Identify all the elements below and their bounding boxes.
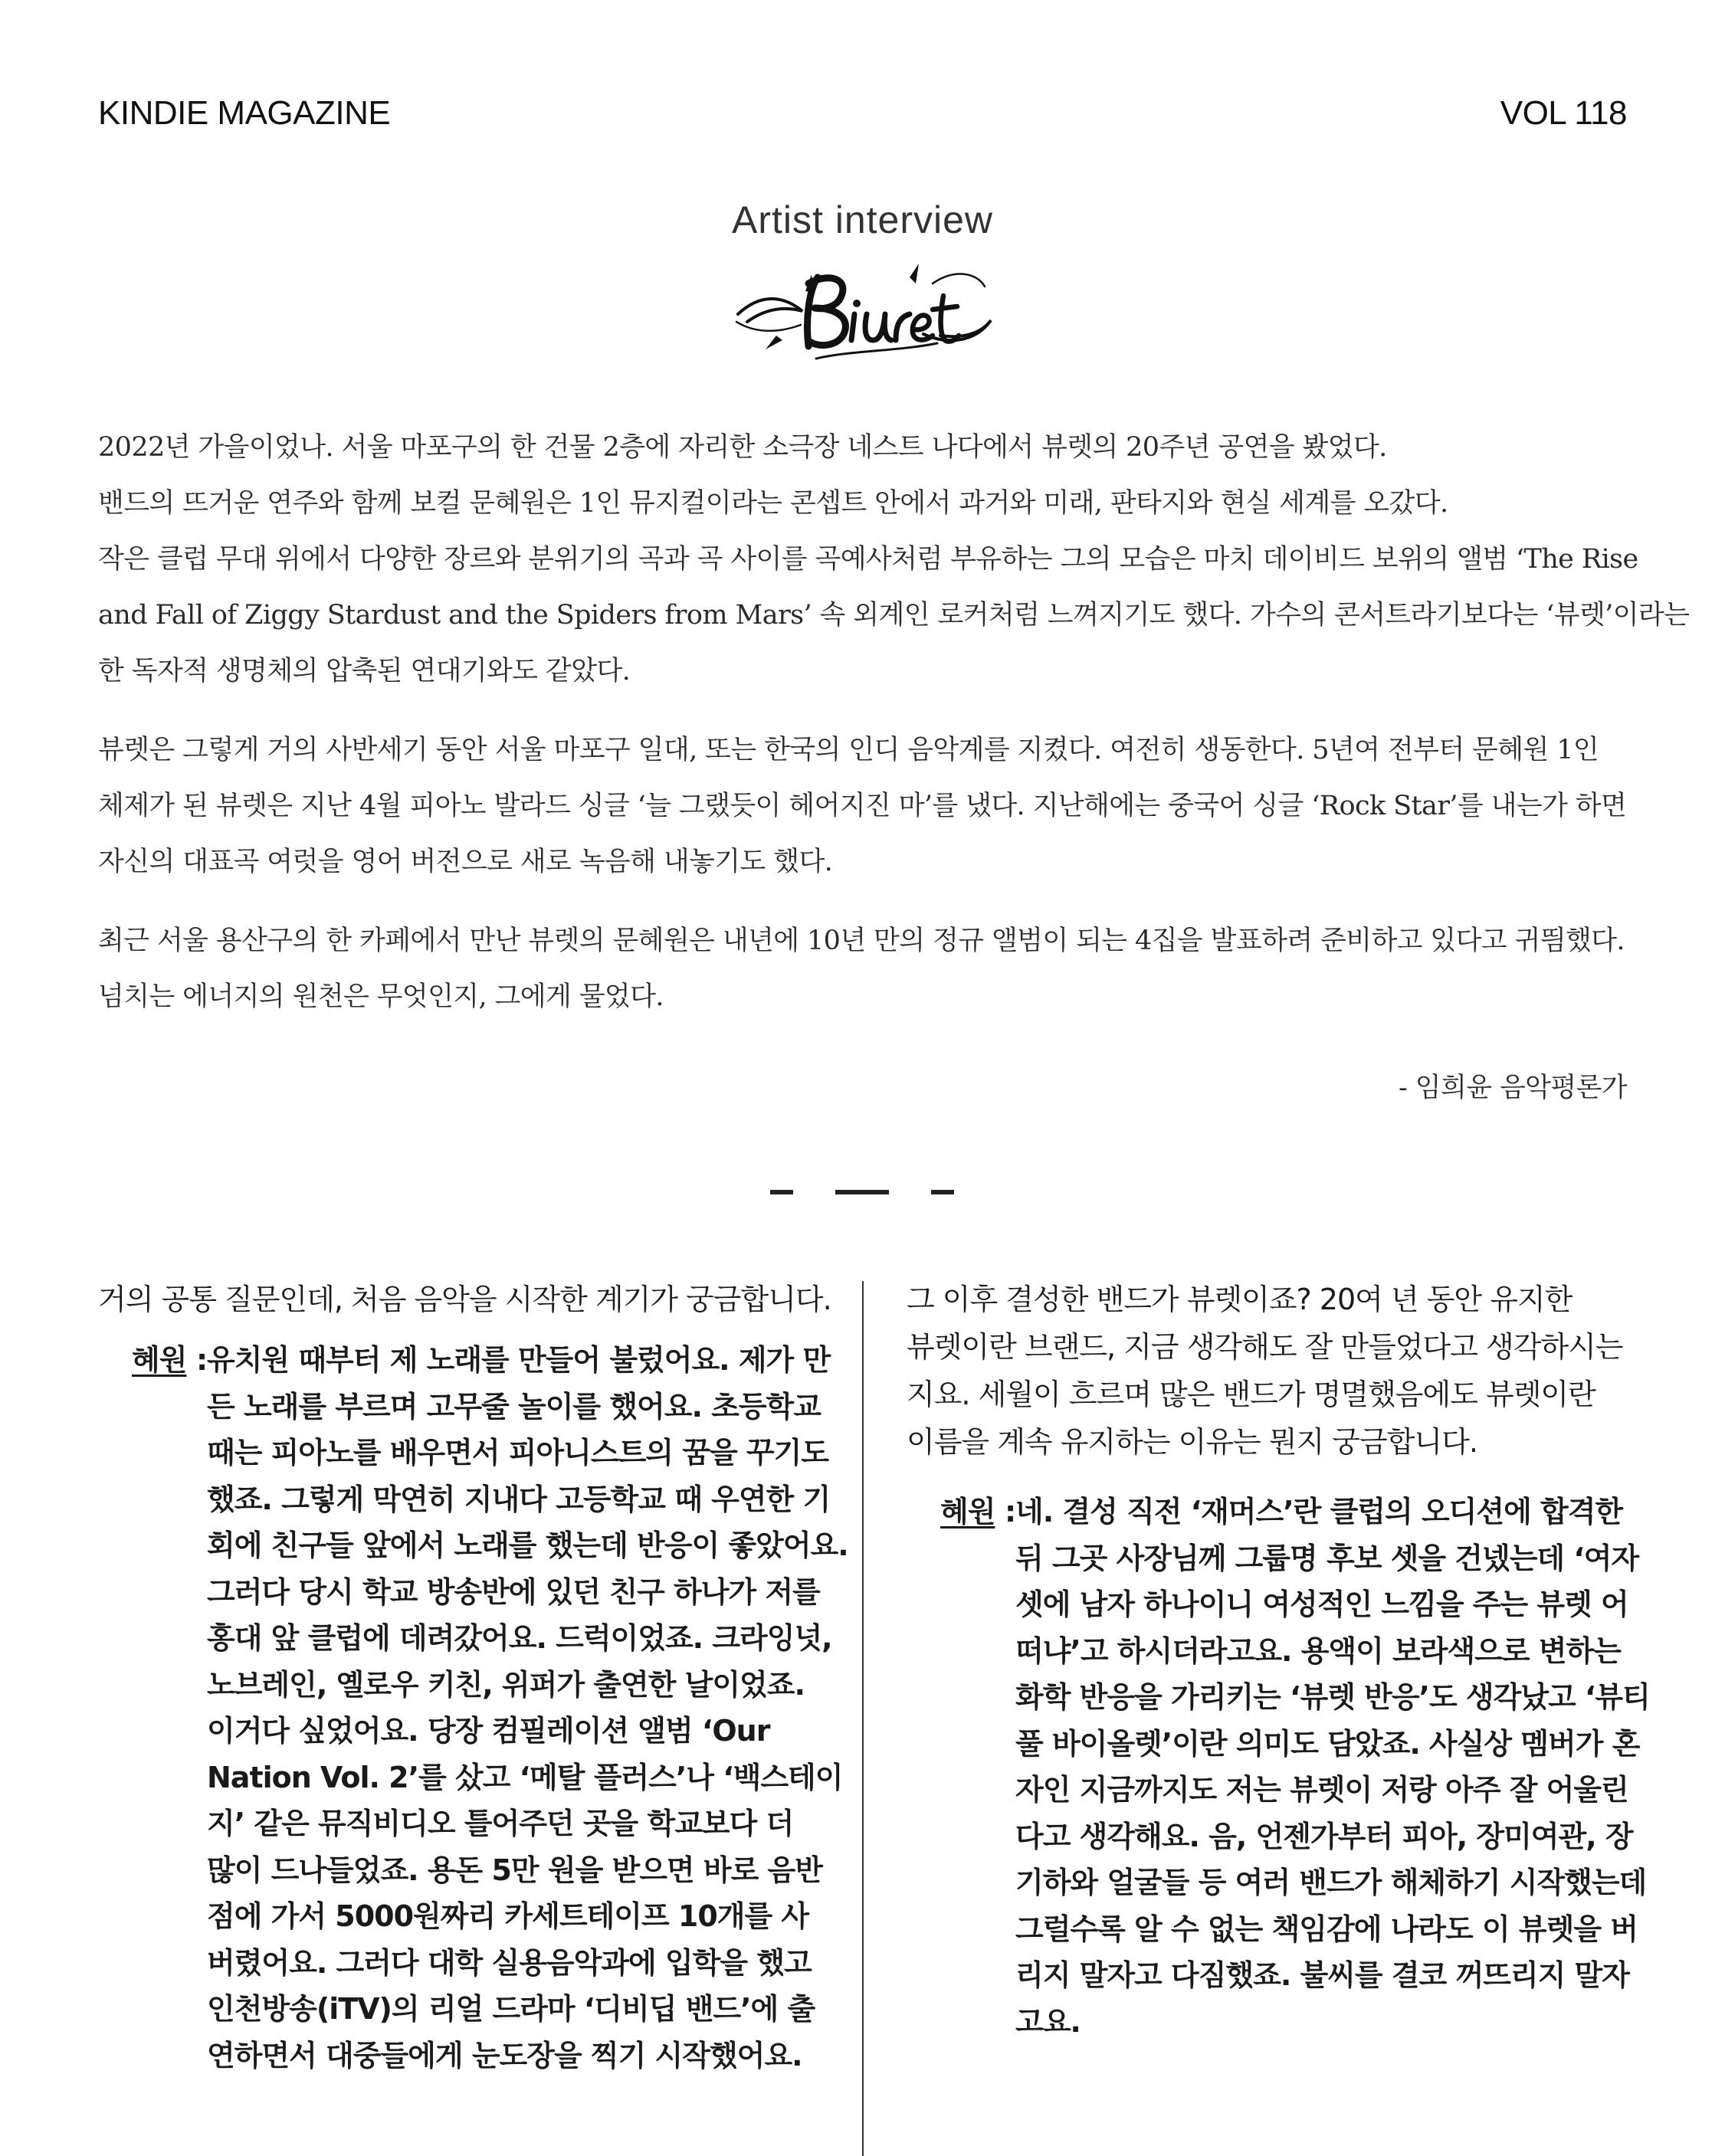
intro-paragraph <box>98 722 1677 890</box>
text-line: 고요. <box>1015 2004 1081 2039</box>
text-line: 뷰렛이란 브랜드, 지금 생각해도 잘 만들었다고 생각하시는 <box>907 1330 1623 1364</box>
interview-question <box>98 1276 864 1323</box>
text-line: 점에 가서 5000원짜리 카세트테이프 10개를 사 <box>207 1899 809 1933</box>
text-line: 그 이후 결성한 밴드가 뷰렛이죠? 20여 년 동안 유지한 <box>907 1283 1573 1316</box>
speaker-colon: : <box>1005 1495 1016 1529</box>
divider-dash <box>770 1190 793 1194</box>
text-line: 뷰렛은 그렇게 거의 사반세기 동안 서울 마포구 일대, 또는 한국의 인디 음악계를 지켰다. 여전히 생동한다. 5년여 전부터 문혜원 1인 <box>98 735 1599 765</box>
intro-text <box>98 420 1690 1048</box>
magazine-name: KINDIE MAGAZINE <box>98 94 391 132</box>
answer-body <box>207 1337 864 2079</box>
answer-body <box>1015 1489 1681 2045</box>
text-line: 이거다 싶었어요. 당장 컴필레이션 앨범 ‘Our <box>207 1714 770 1748</box>
speaker-name: 혜원 <box>940 1495 995 1529</box>
text-line: 지요. 세월이 흐르며 많은 밴드가 명멸했음에도 뷰렛이란 <box>907 1378 1595 1411</box>
byline: - 임희윤 음악평론가 <box>1399 1073 1627 1103</box>
text-line: 회에 친구들 앞에서 노래를 했는데 반응이 좋았어요. <box>207 1529 848 1562</box>
text-line: Nation Vol. 2’를 샀고 ‘메탈 플러스’나 ‘백스테이 <box>207 1760 843 1794</box>
text-line: 체제가 된 뷰렛은 지난 4월 피아노 발라드 싱글 ‘늘 그랬듯이 헤어지진 마’를 냈다. 지난해에는 중국어 싱글 ‘Rock Star’를 내는가 하면 <box>98 791 1627 821</box>
text-line: 그러다 당시 학교 방송반에 있던 친구 하나가 저를 <box>207 1574 820 1609</box>
interview-answer <box>132 1337 864 2079</box>
text-line: 기하와 얼굴들 등 여러 밴드가 해체하기 시작했는데 <box>1015 1866 1647 1899</box>
masthead <box>98 90 1627 136</box>
text-line: 최근 서울 용산구의 한 카페에서 만난 뷰렛의 문혜원은 내년에 10년 만의 정규 앨범이 되는 4집을 발표하려 준비하고 있다고 귀띔했다. <box>98 926 1625 956</box>
text-line: 그럴수록 알 수 없는 책임감에 나라도 이 뷰렛을 버 <box>1015 1912 1638 1946</box>
text-line: and Fall of Ziggy Stardust and the Spiders from Mars’ 속 외계인 로커처럼 느껴지기도 했다. 가수의 콘서트라기보다는 ‘뷰렛’이라는 <box>98 600 1690 631</box>
text-line: 연하면서 대중들에게 눈도장을 찍기 시작했어요. <box>207 2038 802 2072</box>
text-line: 든 노래를 부르며 고무줄 놀이를 했어요. 초등학교 <box>207 1389 821 1424</box>
biuret-logo-icon <box>732 260 996 368</box>
text-line: 밴드의 뜨거운 연주와 함께 보컬 문혜원은 1인 뮤지컬이라는 콘셉트 안에서 과거와 미래, 판타지와 현실 세계를 오갔다. <box>98 488 1448 519</box>
text-line: 셋에 남자 하나이니 여성적인 느낌을 주는 뷰렛 어 <box>1015 1588 1628 1621</box>
text-line: 버렸어요. 그러다 대학 실용음악과에 입학을 했고 <box>207 1945 812 1980</box>
speaker-name: 혜원 <box>132 1343 187 1377</box>
text-line: 한 독자적 생명체의 압축된 연대기와도 같았다. <box>98 656 631 686</box>
section-label: Artist interview <box>731 198 994 241</box>
text-line: 많이 드나들었죠. 용돈 5만 원을 받으면 바로 음반 <box>207 1853 822 1887</box>
volume-number: VOL 118 <box>1500 94 1627 132</box>
text-line: 작은 클럽 무대 위에서 다양한 장르와 분위기의 곡과 곡 사이를 곡예사처럼 부유하는 그의 모습은 마치 데이비드 보위의 앨범 ‘The Rise <box>98 544 1638 575</box>
text-line: 네. 결성 직전 ‘재머스’란 클럽의 오디션에 합격한 <box>1015 1495 1623 1529</box>
text-line: 때는 피아노를 배우면서 피아니스트의 꿈을 꾸기도 <box>207 1436 829 1470</box>
text-line: 리지 말자고 다짐했죠. 불씨를 결코 꺼뜨리지 말자 <box>1015 1958 1629 1992</box>
text-line: 자신의 대표곡 여럿을 영어 버전으로 새로 녹음해 내놓기도 했다. <box>98 847 833 877</box>
interview-column-right <box>907 1276 1681 2045</box>
intro-paragraph <box>98 420 1690 700</box>
text-line: 풀 바이올렛’이란 의미도 담았죠. 사실상 멤버가 혼 <box>1015 1726 1640 1761</box>
text-line: 노브레인, 옐로우 키친, 위퍼가 출연한 날이었죠. <box>207 1667 805 1702</box>
column-divider <box>862 1281 864 2156</box>
text-line: 거의 공통 질문인데, 처음 음악을 시작한 계기가 궁금합니다. <box>98 1283 831 1316</box>
divider-dash <box>835 1190 889 1194</box>
text-line: 유치원 때부터 제 노래를 만들어 불렀어요. 제가 만 <box>207 1343 831 1377</box>
text-line: 이름을 계속 유지하는 이유는 뭔지 궁금합니다. <box>907 1425 1477 1459</box>
text-line: 화학 반응을 가리키는 ‘뷰렛 반응’도 생각났고 ‘뷰티 <box>1015 1680 1650 1714</box>
divider-dash <box>931 1190 954 1194</box>
interview-column-left <box>98 1276 864 2079</box>
text-line: 떠냐’고 하시더라고요. 용액이 보라색으로 변하는 <box>1015 1633 1621 1668</box>
text-line: 넘치는 에너지의 원천은 무엇인지, 그에게 물었다. <box>98 981 664 1012</box>
text-line: 인천방송(iTV)의 리얼 드라마 ‘디비딥 밴드’에 출 <box>207 1992 815 2026</box>
interview-answer <box>940 1489 1681 2045</box>
text-line: 홍대 앞 클럽에 데려갔어요. 드럭이었죠. 크라잉넛, <box>207 1621 832 1655</box>
text-line: 했죠. 그렇게 막연히 지내다 고등학교 때 우연한 기 <box>207 1482 831 1516</box>
section-divider <box>770 1190 954 1196</box>
intro-paragraph <box>98 913 1677 1025</box>
text-line: 자인 지금까지도 저는 뷰렛이 저랑 아주 잘 어울린 <box>1015 1773 1628 1807</box>
text-line: 뒤 그곳 사장님께 그룹명 후보 셋을 건넸는데 ‘여자 <box>1015 1541 1639 1575</box>
speaker-colon: : <box>196 1343 208 1377</box>
text-line: 다고 생각해요. 음, 언젠가부터 피아, 장미여관, 장 <box>1015 1819 1633 1853</box>
text-line: 2022년 가을이었나. 서울 마포구의 한 건물 2층에 자리한 소극장 네스트 나다에서 뷰렛의 20주년 공연을 봤었다. <box>98 432 1387 463</box>
text-line: 지’ 같은 뮤직비디오 틀어주던 곳을 학교보다 더 <box>207 1807 794 1840</box>
interview-question <box>907 1276 1681 1466</box>
